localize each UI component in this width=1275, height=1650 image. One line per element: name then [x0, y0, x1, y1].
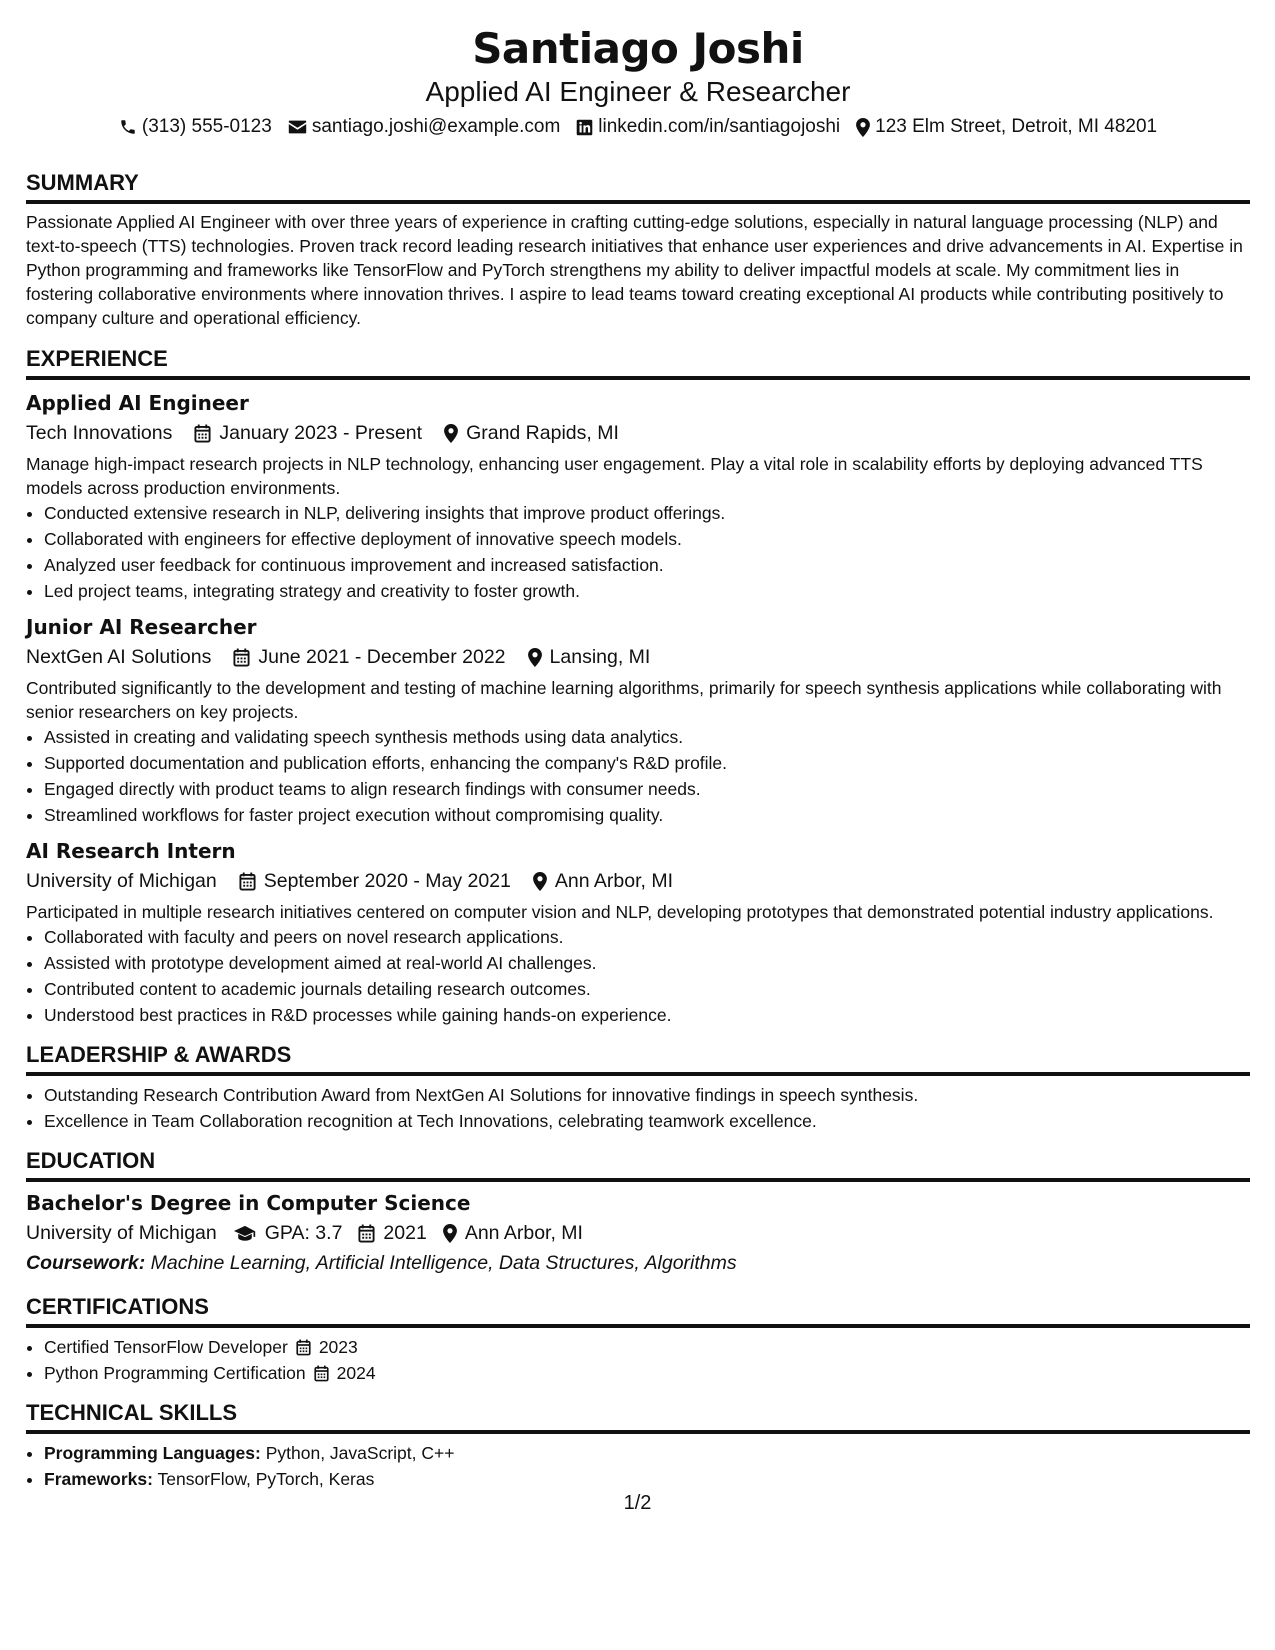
skill-value: TensorFlow, PyTorch, Keras — [157, 1469, 375, 1489]
resume-header — [26, 24, 1250, 142]
education-school: University of Michigan — [26, 1222, 217, 1244]
list-item: • Outstanding Research Contribution Award from NextGen AI Solutions for innovative findings in speech synthesis. — [44, 1082, 1250, 1108]
job-meta — [26, 418, 1250, 448]
calendar-icon — [314, 1365, 329, 1382]
contact-linkedin[interactable] — [576, 112, 840, 142]
list-item: • Conducted extensive research in NLP, delivering insights that improve product offerings. — [44, 500, 1250, 526]
map-pin-icon — [856, 118, 870, 137]
contact-address — [856, 112, 1157, 142]
contact-bar — [26, 112, 1250, 142]
map-pin-icon — [533, 872, 547, 891]
list-item: • Assisted in creating and validating speech synthesis methods using data analytics. — [44, 724, 1250, 750]
envelope-icon — [288, 119, 307, 135]
job-entry — [26, 612, 1250, 828]
calendar-icon — [358, 1224, 375, 1243]
certifications-heading: CERTIFICATIONS — [26, 1292, 1250, 1328]
map-pin-icon — [528, 648, 542, 667]
contact-email[interactable] — [288, 112, 560, 142]
job-bullets — [26, 924, 1250, 1028]
job-title: Junior AI Researcher — [26, 615, 257, 639]
coursework-list: Machine Learning, Artificial Intelligence, Data Structures, Algorithms — [150, 1252, 737, 1274]
list-item: • Engaged directly with product teams to align research findings with consumer needs. — [44, 776, 1250, 802]
job-company: Tech Innovations — [26, 422, 173, 444]
education-meta — [26, 1218, 1250, 1248]
skill-value: Python, JavaScript, C++ — [265, 1443, 455, 1463]
education-heading: EDUCATION — [26, 1146, 1250, 1182]
list-item — [44, 1440, 1250, 1466]
job-location: Grand Rapids, MI — [466, 422, 619, 444]
list-item: • Collaborated with faculty and peers on novel research applications. — [44, 924, 1250, 950]
job-description: Manage high-impact research projects in NLP technology, enhancing user engagement. Play a vital role in scalability efforts by deploying advanced TTS models across production environments. — [26, 454, 1203, 498]
phone-text: (313) 555-0123 — [141, 116, 272, 137]
candidate-title: Applied AI Engineer & Researcher — [425, 76, 851, 107]
list-item — [44, 1360, 1250, 1386]
page-number: 1/2 — [623, 1492, 652, 1514]
phone-icon — [119, 118, 137, 136]
candidate-name: Santiago Joshi — [472, 24, 804, 73]
job-dates: June 2021 - December 2022 — [258, 646, 506, 668]
contact-phone[interactable] — [119, 112, 272, 142]
job-bullets — [26, 500, 1250, 604]
list-item: • Contributed content to academic journals detailing research outcomes. — [44, 976, 1250, 1002]
job-company: University of Michigan — [26, 870, 217, 892]
experience-heading: EXPERIENCE — [26, 344, 1250, 380]
resume-page — [26, 0, 1250, 1492]
list-item: • Supported documentation and publication efforts, enhancing the company's R&D profile. — [44, 750, 1250, 776]
linkedin-text: linkedin.com/in/santiagojoshi — [598, 116, 841, 137]
job-dates: January 2023 - Present — [219, 422, 423, 444]
education-location: Ann Arbor, MI — [464, 1222, 583, 1244]
list-item: • Collaborated with engineers for effective deployment of innovative speech models. — [44, 526, 1250, 552]
awards-list — [26, 1082, 1250, 1134]
skills-heading: TECHNICAL SKILLS — [26, 1398, 1250, 1434]
calendar-icon — [239, 872, 256, 891]
calendar-icon — [194, 424, 211, 443]
certification-year: 2024 — [336, 1363, 376, 1383]
leadership-heading: LEADERSHIP & AWARDS — [26, 1040, 1250, 1076]
job-title: AI Research Intern — [26, 839, 236, 863]
skill-label: Programming Languages: — [44, 1443, 261, 1463]
job-entry — [26, 388, 1250, 604]
email-text: santiago.joshi@example.com — [311, 116, 561, 137]
job-location: Lansing, MI — [549, 646, 651, 668]
graduation-cap-icon — [233, 1225, 257, 1242]
map-pin-icon — [443, 1224, 457, 1243]
certification-name: • Certified TensorFlow Developer — [44, 1337, 288, 1357]
job-entry — [26, 836, 1250, 1028]
degree-title: Bachelor's Degree in Computer Science — [26, 1191, 471, 1215]
address-text: 123 Elm Street, Detroit, MI 48201 — [875, 116, 1158, 137]
job-description: Contributed significantly to the development and testing of machine learning algorithms, primarily for speech synthesis applications while collaborating with senior researchers on key projects. — [26, 678, 1222, 722]
job-title: Applied AI Engineer — [26, 391, 249, 415]
list-item: • Assisted with prototype development aimed at real-world AI challenges. — [44, 950, 1250, 976]
list-item: • Led project teams, integrating strategy and creativity to foster growth. — [44, 578, 1250, 604]
job-dates: September 2020 - May 2021 — [263, 870, 511, 892]
skill-label: Frameworks: — [44, 1469, 153, 1489]
list-item: • Analyzed user feedback for continuous improvement and increased satisfaction. — [44, 552, 1250, 578]
skills-list — [26, 1440, 1250, 1492]
list-item: • Streamlined workflows for faster project execution without compromising quality. — [44, 802, 1250, 828]
job-bullets — [26, 724, 1250, 828]
list-item: • Understood best practices in R&D processes while gaining hands-on experience. — [44, 1002, 1250, 1028]
map-pin-icon — [444, 424, 458, 443]
summary-heading: SUMMARY — [26, 168, 1250, 204]
list-item — [44, 1334, 1250, 1360]
education-year: 2021 — [383, 1222, 427, 1244]
summary-text: Passionate Applied AI Engineer with over three years of experience in crafting cutting-edge solutions, especially in natural language processing (NLP) and text-to-speech (TTS) technologies. Proven track record leading research initiatives that enhance user experiences and drive advancements in AI. Expertise in Python programming and frameworks like TensorFlow and PyTorch strengthens my ability to deliver impactful models at scale. My commitment lies in fostering collaborative environments where innovation thrives. I aspire to lead teams toward creating exceptional AI products while contributing positively to company culture and operational efficiency. — [26, 212, 1243, 328]
certifications-list — [26, 1334, 1250, 1386]
education-gpa: GPA: 3.7 — [264, 1222, 343, 1244]
job-description: Participated in multiple research initiatives centered on computer vision and NLP, developing prototypes that demonstrated potential industry applications. — [26, 902, 1214, 922]
job-location: Ann Arbor, MI — [554, 870, 674, 892]
certification-year: 2023 — [318, 1337, 358, 1357]
calendar-icon — [296, 1339, 311, 1356]
job-meta — [26, 866, 1250, 896]
job-meta — [26, 642, 1250, 672]
list-item — [44, 1466, 1250, 1492]
coursework — [26, 1248, 1250, 1278]
certification-name: • Python Programming Certification — [44, 1363, 306, 1383]
job-company: NextGen AI Solutions — [26, 646, 212, 668]
coursework-label: Coursework: — [26, 1252, 146, 1274]
linkedin-icon — [576, 119, 593, 136]
calendar-icon — [233, 648, 250, 667]
list-item: • Excellence in Team Collaboration recognition at Tech Innovations, celebrating teamwork excellence. — [44, 1108, 1250, 1134]
